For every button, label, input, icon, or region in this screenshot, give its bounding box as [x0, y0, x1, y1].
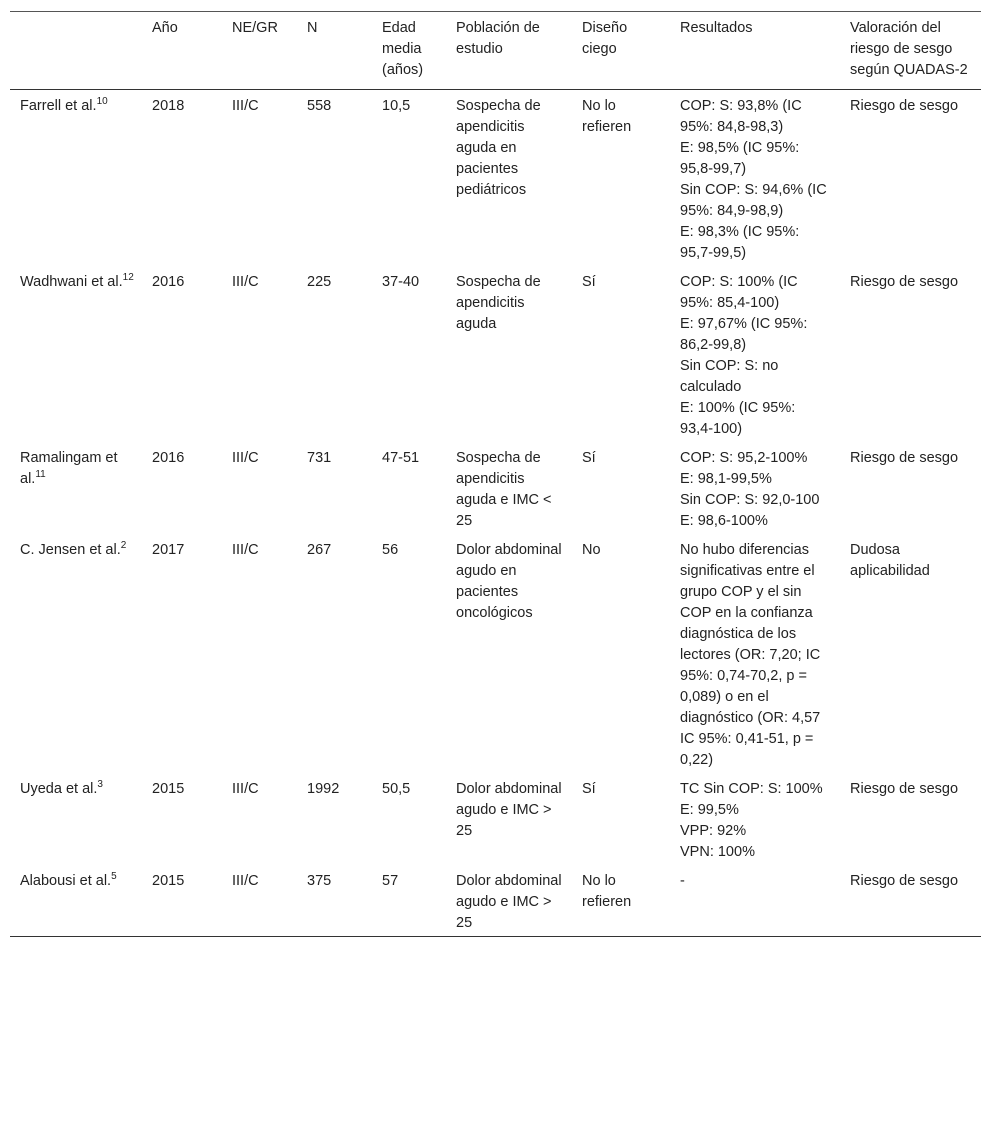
cell-blind: No lo refieren [582, 98, 632, 135]
cell-n: 731 [307, 450, 332, 466]
author-name: Farrell et al. [20, 98, 97, 114]
table-header-row [10, 12, 981, 90]
cell-blind: Sí [582, 781, 596, 797]
cell-population: Sospecha de apendicitis aguda e IMC < 25 [456, 450, 552, 529]
result-line: TC Sin COP: S: 100% [680, 781, 823, 797]
result-line: E: 98,6-100% [680, 513, 768, 529]
cell-results [670, 90, 840, 267]
cell-n: 375 [307, 873, 332, 889]
cell-ne-gr: III/C [232, 873, 259, 889]
result-line: COP: S: 100% (IC 95%: 85,4-100) [680, 274, 798, 311]
author-name: Uyeda et al. [20, 781, 98, 797]
cell-author [10, 773, 142, 865]
author-name: C. Jensen et al. [20, 542, 121, 558]
header-results: Resultados [680, 20, 753, 36]
result-line: COP: S: 93,8% (IC 95%: 84,8-98,3) [680, 98, 802, 135]
reference-number: 3 [97, 779, 103, 791]
table-row [10, 442, 981, 534]
cell-quadas: Dudosa aplicabilidad [850, 542, 930, 579]
cell-year: 2016 [152, 274, 185, 290]
reference-number: 2 [120, 540, 127, 552]
cell-results [670, 442, 840, 534]
cell-age: 56 [382, 542, 399, 558]
cell-age: 10,5 [382, 98, 411, 114]
cell-year: 2018 [152, 98, 185, 114]
cell-blind: No lo refieren [582, 873, 632, 910]
cell-population: Dolor abdominal agudo e IMC > 25 [456, 781, 562, 839]
cell-year: 2016 [152, 450, 185, 466]
studies-table [10, 11, 981, 937]
cell-quadas: Riesgo de sesgo [850, 781, 959, 797]
cell-n: 225 [307, 274, 332, 290]
header-population: Población de estudio [456, 20, 540, 57]
result-line: Sin COP: S: 92,0-100 [680, 492, 820, 508]
header-ne-gr: NE/GR [232, 20, 278, 36]
reference-number: 11 [35, 469, 46, 481]
cell-ne-gr: III/C [232, 274, 259, 290]
cell-population: Dolor abdominal agudo en pacientes oncológicos [456, 542, 562, 621]
cell-quadas: Riesgo de sesgo [850, 274, 959, 290]
cell-quadas: Riesgo de sesgo [850, 450, 959, 466]
header-blind: Diseño ciego [582, 20, 628, 57]
table-row [10, 865, 981, 937]
result-line: COP: S: 95,2-100% [680, 450, 808, 466]
cell-quadas: Riesgo de sesgo [850, 873, 959, 889]
cell-results [670, 865, 840, 937]
cell-age: 50,5 [382, 781, 411, 797]
cell-results [670, 773, 840, 865]
result-line: VPN: 100% [680, 844, 755, 860]
author-name: Alabousi et al. [20, 873, 112, 889]
cell-population: Sospecha de apendicitis aguda en pacientes pediátricos [456, 98, 541, 198]
cell-author [10, 534, 142, 773]
cell-n: 267 [307, 542, 332, 558]
cell-blind: No [582, 542, 601, 558]
table-row [10, 534, 981, 773]
header-quadas: Valoración del riesgo de sesgo según QUADAS-2 [850, 20, 968, 78]
cell-year: 2015 [152, 873, 185, 889]
cell-ne-gr: III/C [232, 542, 259, 558]
result-line: E: 98,3% (IC 95%: 95,7-99,5) [680, 224, 800, 261]
cell-ne-gr: III/C [232, 98, 259, 114]
cell-author [10, 442, 142, 534]
author-name: Wadhwani et al. [20, 274, 123, 290]
result-line: - [680, 873, 685, 889]
cell-quadas: Riesgo de sesgo [850, 98, 959, 114]
cell-n: 558 [307, 98, 332, 114]
cell-population: Sospecha de apendicitis aguda [456, 274, 541, 332]
cell-age: 47-51 [382, 450, 420, 466]
cell-blind: Sí [582, 450, 596, 466]
reference-number: 12 [122, 272, 134, 284]
result-line: VPP: 92% [680, 823, 747, 839]
table-row [10, 90, 981, 267]
result-line: E: 98,1-99,5% [680, 471, 772, 487]
header-year: Año [152, 20, 178, 36]
cell-ne-gr: III/C [232, 450, 259, 466]
cell-blind: Sí [582, 274, 596, 290]
cell-ne-gr: III/C [232, 781, 259, 797]
cell-age: 57 [382, 873, 399, 889]
result-line: E: 100% (IC 95%: 93,4-100) [680, 400, 796, 437]
result-line: E: 97,67% (IC 95%: 86,2-99,8) [680, 316, 808, 353]
table-row [10, 773, 981, 865]
cell-author [10, 266, 142, 442]
result-line: Sin COP: S: 94,6% (IC 95%: 84,9-98,9) [680, 182, 827, 219]
header-n: N [307, 20, 318, 36]
author-name: Ramalingam et al. [20, 450, 118, 487]
cell-n: 1992 [307, 781, 340, 797]
reference-number: 5 [111, 871, 117, 883]
cell-author [10, 865, 142, 937]
result-line: E: 98,5% (IC 95%: 95,8-99,7) [680, 140, 800, 177]
cell-year: 2015 [152, 781, 185, 797]
result-line: No hubo diferencias significativas entre el grupo COP y el sin COP en la confianza diagnóstica de los lectores (OR: 7,20; IC 95%: 0,74-70,2, p = 0,089) o en el diagnóstico (OR: 4,57 IC 95%: 0,41-51, p = 0,22) [680, 542, 821, 768]
cell-population: Dolor abdominal agudo e IMC > 25 [456, 873, 562, 931]
result-line: Sin COP: S: no calculado [680, 358, 779, 395]
header-author [10, 12, 142, 90]
studies-table-container [10, 11, 981, 937]
cell-year: 2017 [152, 542, 185, 558]
reference-number: 10 [96, 96, 108, 108]
cell-results [670, 266, 840, 442]
cell-age: 37-40 [382, 274, 420, 290]
table-row [10, 266, 981, 442]
result-line: E: 99,5% [680, 802, 739, 818]
cell-results [670, 534, 840, 773]
cell-author [10, 90, 142, 267]
header-age: Edad media (años) [382, 20, 424, 78]
